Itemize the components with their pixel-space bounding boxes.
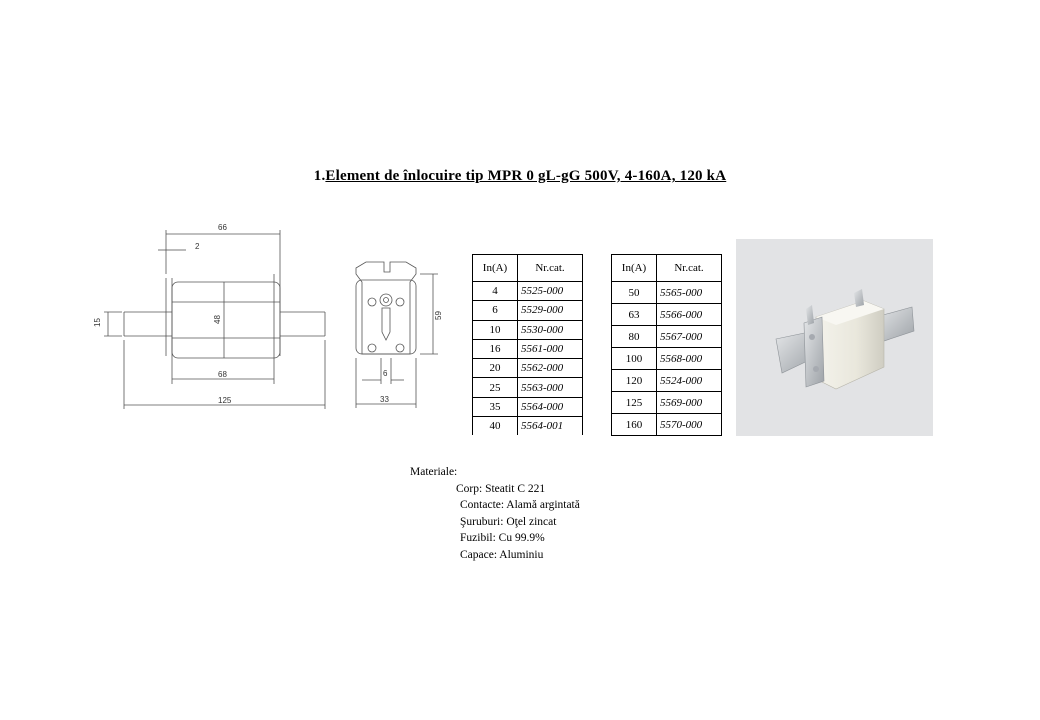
cell-nrcat: 5561-000 <box>518 339 583 358</box>
cell-nrcat: 5570-000 <box>657 414 722 436</box>
cell-in: 40 <box>473 417 518 436</box>
cell-nrcat: 5562-000 <box>518 359 583 378</box>
dim-6: 6 <box>383 369 388 378</box>
material-item: Fuzibil: Cu 99.9% <box>460 532 545 544</box>
dim-2: 2 <box>195 242 200 251</box>
dim-68: 68 <box>218 370 227 379</box>
cell-nrcat: 5530-000 <box>518 320 583 339</box>
cell-nrcat: 5563-000 <box>518 378 583 397</box>
cell-nrcat: 5569-000 <box>657 392 722 414</box>
dim-33: 33 <box>380 395 389 404</box>
header-in: In(A) <box>612 255 657 282</box>
material-item: Capace: Aluminiu <box>460 548 544 561</box>
material-item: Şuruburi: Oţel zincat <box>460 515 557 528</box>
fuse-photo-illustration <box>736 239 933 436</box>
cell-in: 20 <box>473 359 518 378</box>
cell-in: 6 <box>473 301 518 320</box>
catalog-table-left <box>472 254 583 435</box>
cell-in: 25 <box>473 378 518 397</box>
material-item: Corp: Steatit C 221 <box>456 482 546 495</box>
cell-in: 35 <box>473 397 518 416</box>
header-in: In(A) <box>473 255 518 282</box>
dim-48: 48 <box>213 315 222 324</box>
dim-15: 15 <box>93 318 102 327</box>
cell-in: 100 <box>612 348 657 370</box>
cell-in: 120 <box>612 370 657 392</box>
cell-in: 160 <box>612 414 657 436</box>
materials-list <box>410 464 580 563</box>
header-nrcat: Nr.cat. <box>518 255 583 282</box>
cell-nrcat: 5524-000 <box>657 370 722 392</box>
cell-nrcat: 5525-000 <box>518 282 583 301</box>
cell-in: 16 <box>473 339 518 358</box>
title-text: Element de înlocuire tip MPR 0 gL-gG 500V, 4-160A, 120 kA <box>325 168 727 184</box>
fuse-technical-drawing <box>93 212 445 417</box>
cell-in: 50 <box>612 282 657 304</box>
cell-nrcat: 5567-000 <box>657 326 722 348</box>
cell-in: 63 <box>612 304 657 326</box>
materials-heading: Materiale: <box>410 466 458 478</box>
dim-59: 59 <box>434 311 443 320</box>
cell-in: 125 <box>612 392 657 414</box>
catalog-table-right <box>611 254 722 436</box>
cell-nrcat: 5568-000 <box>657 348 722 370</box>
page-title <box>0 168 1040 185</box>
cell-nrcat: 5529-000 <box>518 301 583 320</box>
cell-nrcat: 5564-000 <box>518 397 583 416</box>
cell-nrcat: 5566-000 <box>657 304 722 326</box>
cell-in: 10 <box>473 320 518 339</box>
cell-in: 4 <box>473 282 518 301</box>
end-view <box>356 262 438 408</box>
cell-in: 80 <box>612 326 657 348</box>
cell-nrcat: 5564-001 <box>518 417 583 436</box>
title-number: 1. <box>313 168 326 184</box>
header-nrcat: Nr.cat. <box>657 255 722 282</box>
cell-nrcat: 5565-000 <box>657 282 722 304</box>
product-photo <box>736 239 933 436</box>
material-item: Contacte: Alamă argintată <box>460 499 580 511</box>
dim-125: 125 <box>218 396 232 405</box>
dim-66: 66 <box>218 223 227 232</box>
